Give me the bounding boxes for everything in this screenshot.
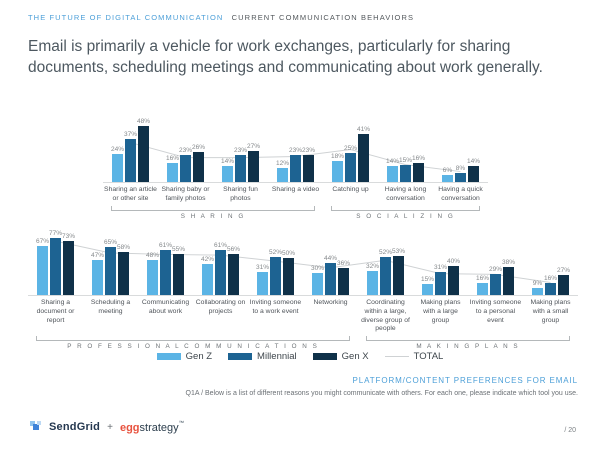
bar-millennial — [158, 242, 173, 295]
bar-gen-z — [220, 157, 235, 182]
bar-gen-x — [301, 147, 316, 182]
value-label: 27% — [246, 142, 261, 150]
bar-gen-z — [255, 264, 270, 295]
professional-plans-chart — [28, 230, 578, 354]
category-label: Catching up — [332, 186, 369, 193]
value-label: 50% — [281, 250, 296, 258]
bar-gen-x — [556, 267, 571, 295]
value-label: 14% — [466, 157, 481, 165]
bar-gen-x — [391, 247, 406, 295]
bar-group — [213, 124, 268, 182]
value-label: 14% — [385, 157, 400, 165]
legend-item-gen-z — [157, 351, 212, 362]
value-label: 48% — [145, 251, 160, 259]
strategy-text: strategy — [139, 422, 179, 434]
value-label: 9% — [532, 280, 543, 288]
value-label: 16% — [543, 275, 558, 283]
bar-millennial — [268, 248, 283, 295]
value-label: 24% — [110, 146, 125, 154]
value-label: 36% — [336, 260, 351, 268]
bar-gen-z — [442, 167, 453, 182]
value-label: 73% — [61, 233, 76, 241]
value-label: 56% — [226, 245, 241, 253]
bracket-label: S H A R I N G — [180, 212, 246, 220]
value-label: 6% — [442, 167, 453, 175]
value-label: 8% — [455, 164, 466, 172]
bar-millennial — [288, 147, 303, 182]
bar-gen-x — [501, 258, 516, 295]
breadcrumb — [28, 13, 414, 22]
bar-group — [468, 236, 523, 295]
section-label: PLATFORM/CONTENT PREFERENCES FOR EMAIL — [352, 376, 578, 385]
value-label: 15% — [420, 275, 435, 283]
bar-group — [193, 236, 248, 295]
legend-swatch — [228, 353, 252, 360]
value-label: 23% — [301, 147, 316, 155]
bar-gen-x — [191, 143, 206, 182]
bars — [200, 242, 241, 295]
bar-gen-z — [275, 160, 290, 182]
value-label: 32% — [365, 263, 380, 271]
total-line-swatch — [385, 356, 409, 357]
value-label: 67% — [35, 237, 50, 245]
category-label: Having a quick conversation — [438, 186, 483, 202]
bar-gen-x — [336, 260, 351, 295]
legend-item-total — [385, 351, 444, 362]
value-label: 23% — [233, 147, 248, 155]
bar-gen-x — [116, 244, 131, 295]
category-label: Communicating about work — [141, 299, 190, 315]
bar-group — [28, 230, 83, 295]
value-label: 41% — [356, 126, 371, 134]
bar-millennial — [233, 147, 248, 182]
sendgrid-logo-icon — [30, 421, 42, 433]
bar-gen-x — [136, 118, 151, 182]
category-labels — [28, 296, 578, 334]
bar-millennial — [433, 264, 448, 295]
value-label: 16% — [411, 155, 426, 163]
value-label: 18% — [330, 153, 345, 161]
legend-item-millennial — [228, 351, 297, 362]
bar-gen-x — [61, 233, 76, 295]
value-label: 16% — [165, 155, 180, 163]
bracket-label: P R O F E S S I O N A L C O M M U N I C A T I O N S — [67, 343, 319, 351]
eggstrategy-wordmark — [120, 418, 184, 436]
category-bracket — [111, 206, 315, 211]
sendgrid-wordmark: SendGrid — [49, 421, 101, 433]
deck-title: THE FUTURE OF DIGITAL COMMUNICATION — [28, 13, 224, 22]
bar-group — [103, 118, 158, 182]
value-label: 26% — [191, 143, 206, 151]
plot-area — [28, 230, 578, 296]
bar-gen-x — [281, 250, 296, 295]
chart-legend — [0, 351, 600, 362]
bar-gen-x — [246, 142, 261, 182]
bars — [385, 155, 426, 182]
bar-group — [523, 236, 578, 295]
value-label: 29% — [488, 265, 503, 273]
bar-gen-z — [200, 256, 215, 295]
category-label: Inviting someone to a work event — [249, 299, 302, 315]
bar-group — [83, 236, 138, 295]
bar-group — [378, 124, 433, 182]
bar-gen-x — [226, 245, 241, 295]
bar-group — [413, 236, 468, 295]
bracket-label: S O C I A L I Z I N G — [356, 212, 455, 220]
bars — [420, 257, 461, 296]
bar-millennial — [213, 242, 228, 295]
bar-millennial — [488, 265, 503, 295]
category-label: Making plans with a small group — [530, 299, 571, 324]
bar-millennial — [323, 254, 338, 295]
bars — [475, 258, 516, 295]
bars — [220, 142, 261, 182]
value-label: 48% — [136, 118, 151, 126]
slide-title: Email is primarily a vehicle for work exchanges, particularly for sharing documents, scheduling meetings and communicating about work generally. — [28, 38, 543, 77]
value-label: 27% — [556, 267, 571, 275]
legend-label: Gen Z — [185, 351, 213, 362]
bar-gen-x — [356, 126, 371, 182]
bar-gen-z — [35, 237, 50, 295]
value-label: 31% — [433, 264, 448, 272]
bar-group — [268, 124, 323, 182]
bars — [35, 230, 76, 295]
bracket-row — [103, 204, 488, 224]
category-label: Sharing fun photos — [223, 186, 258, 202]
sharing-socializing-chart — [103, 118, 488, 224]
legend-swatch — [313, 353, 337, 360]
value-label: 30% — [310, 264, 325, 272]
category-label: Networking — [313, 299, 348, 306]
bar-gen-z — [310, 264, 325, 295]
value-label: 61% — [158, 242, 173, 250]
bars — [275, 147, 316, 182]
value-label: 16% — [475, 275, 490, 283]
bar-millennial — [378, 248, 393, 295]
bar-gen-x — [446, 257, 461, 296]
bar-group — [303, 236, 358, 295]
bar-gen-z — [90, 252, 105, 295]
value-label: 25% — [343, 145, 358, 152]
bar-gen-z — [475, 275, 490, 295]
value-label: 23% — [288, 147, 303, 155]
bar-gen-x — [466, 157, 481, 182]
value-label: 55% — [171, 246, 186, 254]
sendgrid-logo-square-pale — [37, 421, 41, 425]
bar-millennial — [178, 147, 193, 182]
category-bracket — [331, 206, 480, 211]
value-label: 31% — [255, 264, 270, 272]
value-label: 37% — [123, 131, 138, 139]
bar-gen-z — [420, 275, 435, 295]
plot-area — [103, 118, 488, 183]
bar-gen-z — [385, 157, 400, 182]
bar-millennial — [543, 275, 558, 295]
category-label: Collaborating on projects — [195, 299, 246, 315]
legend-swatch — [157, 353, 181, 360]
bracket-label: M A K I N G P L A N S — [416, 343, 520, 351]
brand-logos — [30, 418, 184, 436]
bars — [532, 267, 571, 295]
bars — [365, 247, 406, 295]
bar-gen-z — [165, 155, 180, 182]
value-label: 61% — [213, 242, 228, 250]
legend-item-gen-x — [313, 351, 369, 362]
category-label: Making plans with a large group — [420, 299, 461, 324]
bars — [110, 118, 151, 182]
value-label: 12% — [275, 160, 290, 168]
bar-millennial — [48, 230, 63, 295]
category-label: Coordinating within a large, diverse group of people — [361, 299, 410, 333]
bar-millennial — [123, 131, 138, 182]
value-label: 65% — [103, 239, 118, 247]
bar-gen-x — [411, 155, 426, 182]
category-label: Sharing a document or report — [36, 299, 75, 324]
bar-millennial — [343, 145, 358, 182]
value-label: 77% — [48, 230, 63, 238]
value-label: 53% — [391, 247, 406, 255]
bar-millennial — [103, 239, 118, 295]
category-labels — [103, 183, 488, 204]
egg-text: egg — [119, 422, 140, 434]
bar-gen-z — [365, 263, 380, 295]
category-label: Inviting someone to a personal event — [469, 299, 522, 324]
value-label: 58% — [116, 244, 131, 252]
category-label: Sharing baby or family photos — [161, 186, 210, 202]
bar-group — [158, 124, 213, 182]
bar-millennial — [398, 156, 413, 182]
bar-group — [433, 124, 488, 182]
bars — [442, 157, 481, 182]
plus-sign: + — [107, 421, 113, 433]
bar-group — [358, 236, 413, 295]
bar-gen-x — [171, 246, 186, 295]
value-label: 14% — [220, 157, 235, 165]
survey-question: Q1A / Below is a list of different reasons you might communicate with others. For each one, please indicate which tool you use. — [185, 390, 578, 397]
legend-label: Gen X — [341, 351, 369, 362]
value-label: 42% — [200, 256, 215, 264]
bars — [165, 143, 206, 182]
bar-gen-z — [110, 146, 125, 182]
trademark-symbol: ™ — [178, 420, 185, 427]
category-bracket — [36, 336, 350, 341]
bars — [255, 248, 296, 295]
category-label: Sharing a video — [271, 186, 320, 193]
bars — [90, 239, 131, 295]
value-label: 40% — [446, 257, 461, 265]
category-label: Having a long conversation — [384, 186, 427, 202]
category-bracket — [366, 336, 570, 341]
value-label: 23% — [178, 147, 193, 155]
value-label: 15% — [398, 156, 413, 164]
bars — [145, 242, 186, 295]
value-label: 52% — [378, 248, 393, 256]
bars — [330, 126, 371, 182]
bar-group — [138, 236, 193, 295]
value-label: 44% — [323, 254, 338, 262]
value-label: 38% — [501, 258, 516, 266]
section-title: CURRENT COMMUNICATION BEHAVIORS — [231, 13, 415, 22]
category-label: Scheduling a meeting — [90, 299, 131, 315]
legend-label: Millennial — [257, 351, 297, 362]
bar-millennial — [455, 164, 466, 182]
bar-group — [323, 124, 378, 182]
category-label: Sharing an article or other site — [104, 186, 157, 202]
legend-label: TOTAL — [413, 351, 444, 362]
bar-group — [248, 236, 303, 295]
page-number: / 20 — [564, 427, 576, 434]
bars — [310, 254, 351, 295]
bar-gen-z — [145, 251, 160, 295]
value-label: 47% — [90, 252, 105, 260]
bar-gen-z — [330, 153, 345, 182]
bar-gen-z — [532, 280, 543, 295]
value-label: 52% — [268, 248, 283, 256]
